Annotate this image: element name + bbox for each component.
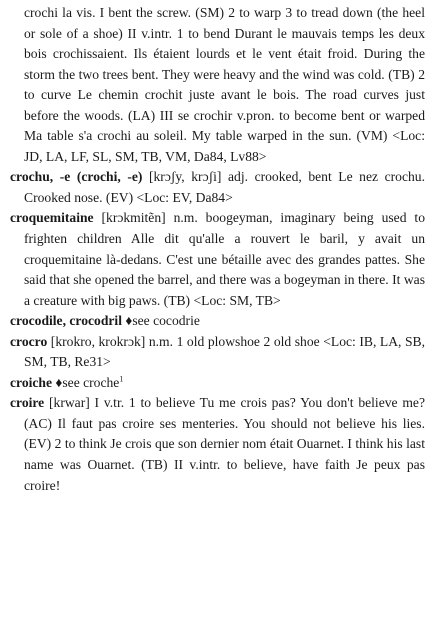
homograph-number: 1	[119, 374, 124, 384]
entry-crocodile	[10, 311, 425, 332]
entry-text: crochi la vis. I bent the screw. (SM) 2 to warp 3 to tread down (the heel or sole of a shoe) II v.intr. 1 to bend Durant le mauvais temps les deux bois crochissaient. Ils étaient lourds et le vent était froid. During the storm the two trees bent. They were heavy and the wind was cold. (TB) 2 to curve Le chemin crochit juste avant le bois. The road curves just before the woods. (LA) III se crochir v.pron. to become bent or warped Ma table s'a crochi au soleil. My table warped in the sun. (VM) <Loc: JD, LA, LF, SL, SM, TB, VM, Da84, Lv88>	[24, 5, 425, 164]
entry-crocro	[10, 332, 425, 373]
entry-text: ♦see cocodrie	[122, 313, 200, 329]
entry-text: [krwar] I v.tr. 1 to believe Tu me crois pas? You don't believe me? (AC) Il faut pas croire ses menteries. You should not believe his lies. (EV) 2 to think Je crois que son dernier nom était Ouarnet. I think his last name was Ouarnet. (TB) II v.intr. to believe, have faith Je peux pas croire!	[24, 395, 425, 493]
headword: crochu, -e (crochi, -e)	[10, 169, 143, 185]
headword: crocodile, crocodril	[10, 313, 122, 329]
headword: croquemitaine	[10, 210, 94, 226]
entry-text: [krokro, krokrɔk] n.m. 1 old plowshoe 2 old shoe <Loc: IB, LA, SB, SM, TB, Re31>	[24, 333, 425, 370]
entry-crochir-continuation	[10, 3, 425, 167]
entry-text: [krɔʃy, krɔʃi] adj. crooked, bent Le nez crochu. Crooked nose. (EV) <Loc: EV, Da84>	[24, 169, 425, 205]
entry-croquemitaine	[10, 208, 425, 311]
headword: crocro	[10, 333, 48, 349]
entry-text: ♦see croche	[52, 374, 120, 390]
headword: croiche	[10, 374, 53, 390]
entry-text: [krɔkmitẽn] n.m. boogeyman, imaginary being used to frighten children Alle dit qu'alle a rouvert le baril, y avait un croquemitaine là-dedans. C'est une bétaille avec des grandes pattes. She said that she opened the barrel, and there was a bogeyman in there. It was a creature with big paws. (TB) <Loc: SM, TB>	[24, 210, 425, 308]
entry-croire	[10, 393, 425, 496]
entry-crochu	[10, 167, 425, 208]
entry-croiche	[10, 373, 425, 394]
headword: croire	[10, 395, 45, 411]
